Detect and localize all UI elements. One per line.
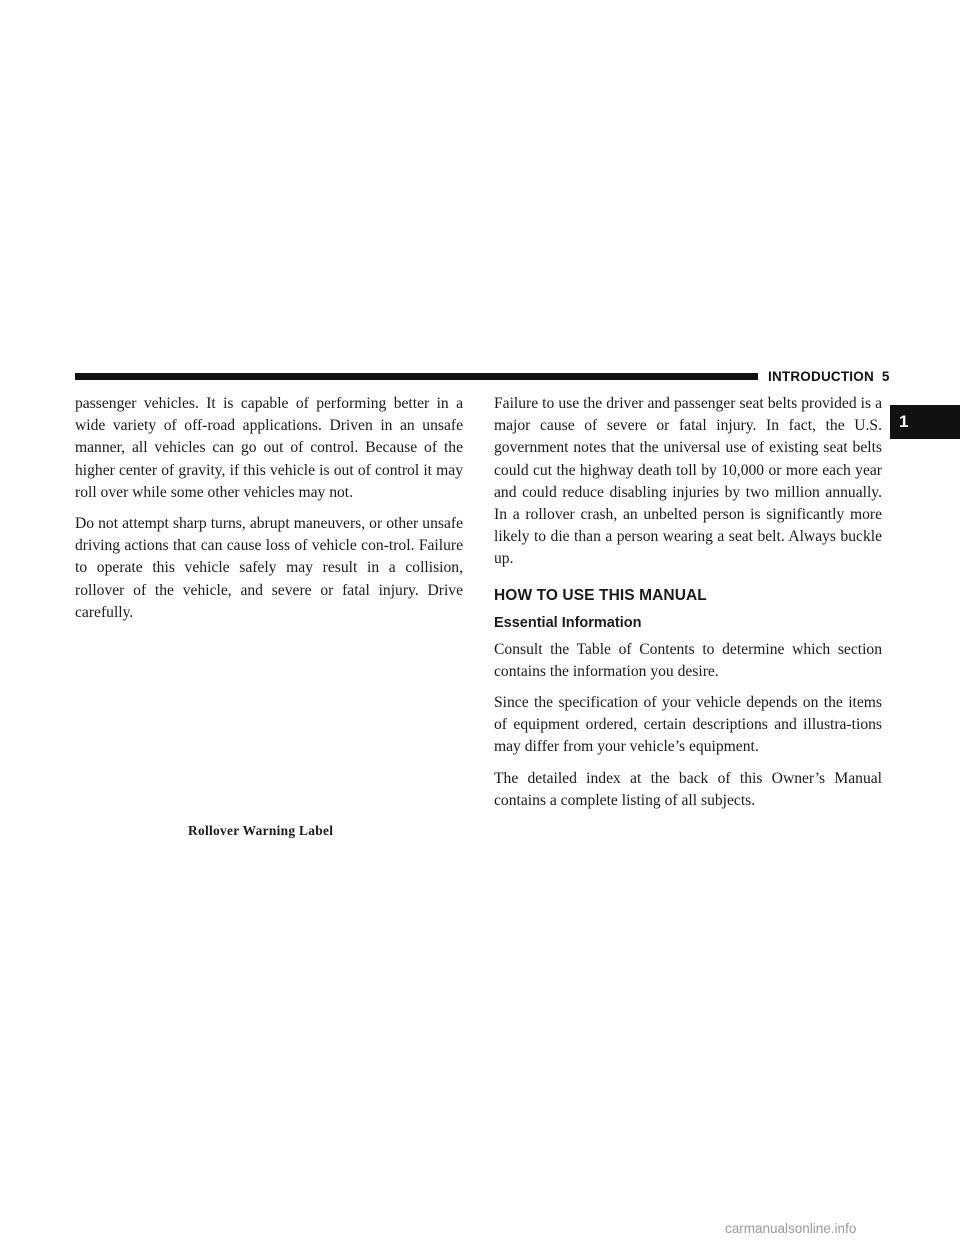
page-number: 5 (881, 369, 890, 384)
watermark-link[interactable]: carmanualsonline.info (725, 1221, 857, 1236)
body-paragraph: The detailed index at the back of this Owner’s Manual contains a complete listing of all subjects. (494, 769, 882, 809)
header-rule (75, 373, 758, 380)
body-paragraph: Failure to use the driver and passenger seat belts provided is a major cause of severe or fatal injury. In fact, the U.S. government notes that the universal use of existing seat belts could cut the highway death toll by 10,000 or more each year and could reduce disabling injuries by two million annually. In a rollover crash, an unbelted person is significantly more likely to die than a person wearing a seat belt. Always buckle up. (494, 395, 882, 568)
right-column (494, 393, 882, 821)
running-header (768, 368, 890, 385)
chapter-tab[interactable]: 1 (890, 405, 960, 439)
section-heading: HOW TO USE THIS MANUAL (494, 586, 707, 604)
figure-caption: Rollover Warning Label (188, 823, 334, 838)
body-paragraph: Since the specification of your vehicle depends on the items of equipment ordered, certain descriptions and illustra-tions may differ from your vehicle’s equipment. (494, 694, 882, 756)
body-paragraph: passenger vehicles. It is capable of performing better in a wide variety of off-road applications. Driven in an unsafe manner, all vehicles can go out of control. Because of the higher center of gravity, if this vehicle is out of control it may roll over while some other vehicles may not. (75, 395, 463, 501)
body-paragraph: Consult the Table of Contents to determine which section contains the information you desire. (494, 640, 882, 680)
body-paragraph: Do not attempt sharp turns, abrupt maneuvers, or other unsafe driving actions that can cause loss of vehicle con-trol. Failure to operate this vehicle safely may result in a collision, rollover of the vehicle, and severe or fatal injury. Drive carefully. (75, 515, 463, 621)
sub-heading: Essential Information (494, 614, 642, 631)
section-title: INTRODUCTION (768, 369, 874, 384)
rollover-warning-label-figure (75, 590, 463, 820)
